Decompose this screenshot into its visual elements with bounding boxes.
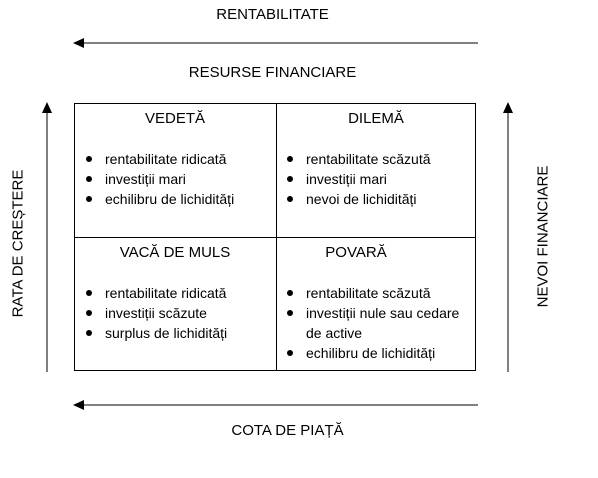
left-up-arrow (42, 102, 52, 372)
list-item: echilibru de lichidități (276, 343, 436, 363)
quadrant-title: VACĂ DE MULS (119, 244, 231, 261)
list-item: nevoi de lichidități (276, 189, 476, 209)
list-item: surplus de lichidități (75, 323, 275, 343)
cota-de-piata-label: COTA DE PIAȚĂ (231, 422, 344, 439)
rentabilitate-label: RENTABILITATE (216, 6, 329, 23)
rata-de-crestere-label: RATA DE CREȘTERE (9, 169, 27, 318)
quadrant-list (75, 149, 275, 209)
list-item: investiții mari (75, 169, 275, 189)
quadrant-povara (276, 238, 476, 363)
quadrant-vedeta (75, 104, 275, 209)
list-item: rentabilitate ridicată (75, 149, 275, 169)
list-item: investiții nule sau cedare de active (276, 303, 476, 343)
list-item: investiții mari (276, 169, 476, 189)
quadrant-title: DILEMĂ (348, 110, 404, 127)
top-left-arrow (73, 38, 478, 48)
list-item: rentabilitate scăzută (276, 149, 476, 169)
bottom-left-arrow (73, 400, 478, 410)
list-item: investiții scăzute (75, 303, 275, 323)
quadrant-list (276, 283, 460, 363)
quadrant-list (75, 283, 275, 343)
list-item: echilibru de lichidități (75, 189, 275, 209)
quadrant-list (276, 149, 476, 209)
quadrant-dilema (276, 104, 476, 209)
resurse-financiare-label: RESURSE FINANCIARE (188, 64, 357, 81)
bcg-matrix (74, 103, 476, 371)
nevoi-financiare-label: NEVOI FINANCIARE (534, 165, 552, 308)
right-up-arrow (503, 102, 513, 372)
quadrant-title: POVARĂ (325, 244, 387, 261)
quadrant-title: VEDETĂ (144, 110, 205, 127)
list-item: rentabilitate ridicată (75, 283, 275, 303)
quadrant-vaca-de-muls (75, 238, 275, 343)
list-item: rentabilitate scăzută (276, 283, 436, 303)
